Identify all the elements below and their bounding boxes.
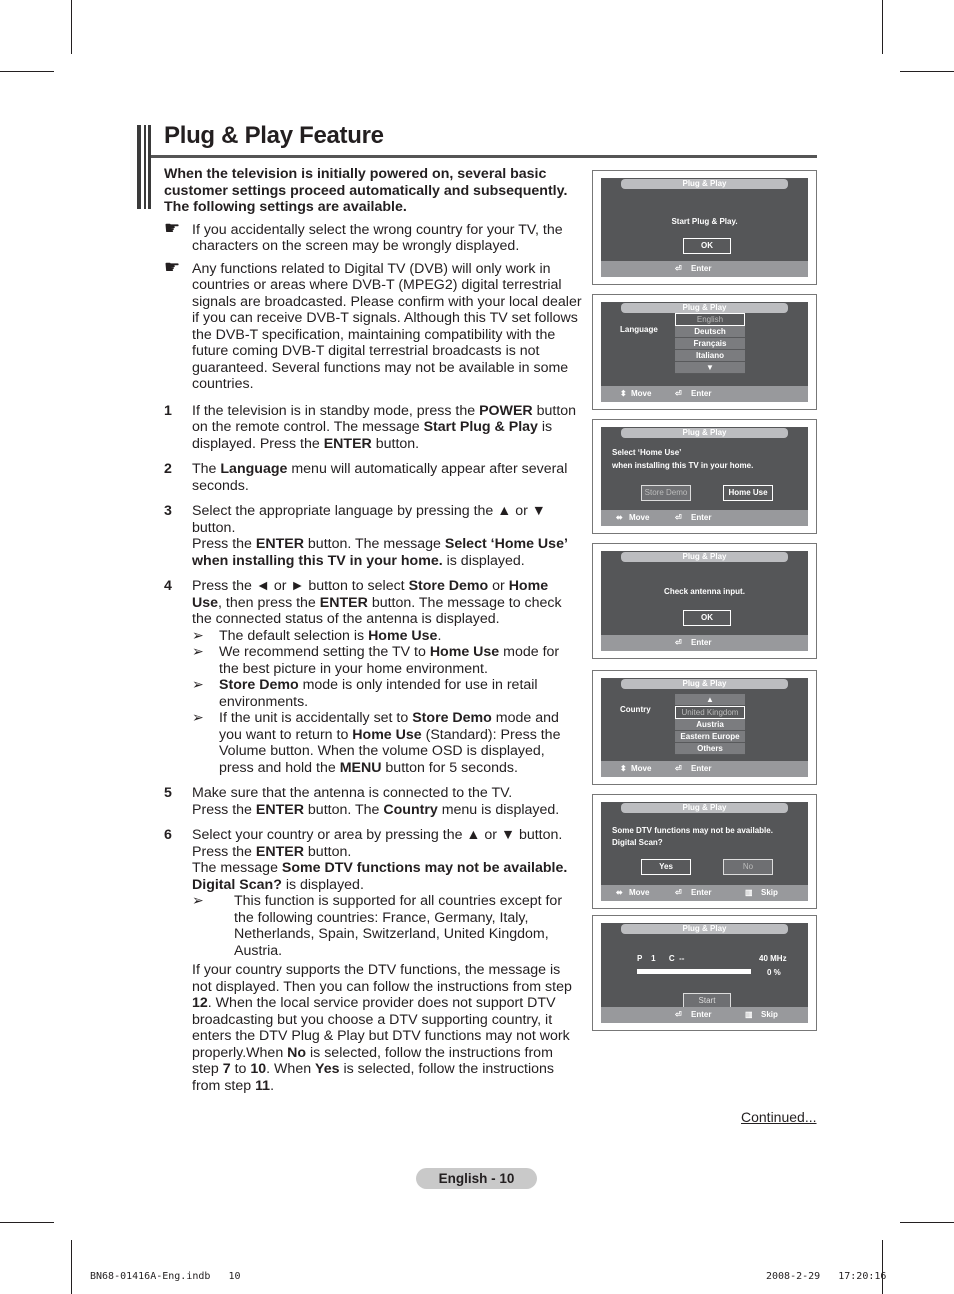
print-footer-right: 2008-2-29 17:20:16 <box>766 1271 887 1282</box>
pointing-hand-icon: ☛ <box>164 256 181 277</box>
sub-bold: Store Demo <box>412 710 492 726</box>
step-text: is displayed. Press the <box>192 419 553 452</box>
start-button[interactable]: Start <box>683 993 731 1009</box>
country-option[interactable]: Austria <box>675 719 745 731</box>
sub-text: mode and you want to return to <box>219 710 559 743</box>
osd-header: Plug & Play <box>621 924 788 934</box>
step-bold: Start Plug & Play <box>423 419 538 435</box>
para-text: is selected, follow the instructions from step <box>192 1044 553 1077</box>
step-text: Press the ◄ or ► button to select <box>192 578 409 594</box>
crop-mark <box>71 1240 72 1294</box>
note-text: Any functions related to Digital TV (DVB) will only work in countries or areas where DVB-T (MPEG2) digital terrestrial signals are broadcasted. Please confirm with your local dealer if you can receive DVB-T signals. Although this TV set follows the DVB-T specification, maintaining compatibility with the future coming DVB-T digital terrestrial broadcasts is not guaranteed. Several functions may not be available in some countries. <box>192 260 582 392</box>
sub-bold: Home Use <box>368 627 438 644</box>
osd-screen <box>601 802 808 901</box>
language-option[interactable]: Deutsch <box>675 326 745 338</box>
step-text: is displayed. <box>281 876 364 893</box>
step-text: If the television is in standby mode, press the <box>192 402 480 419</box>
crop-mark <box>0 71 54 72</box>
para-text: . <box>270 1077 275 1094</box>
osd-bottom-bar <box>601 386 808 402</box>
move-label: Move <box>631 389 652 398</box>
leftright-icon: ⬌ <box>616 513 623 522</box>
step-bold: POWER <box>479 402 533 419</box>
sub-bold: Home Use <box>352 726 422 743</box>
enter-label: Enter <box>691 513 712 522</box>
step-number: 6 <box>164 827 172 843</box>
step-6 <box>164 827 582 1094</box>
crop-mark <box>882 1240 883 1294</box>
step-2 <box>164 461 582 494</box>
move-label: Move <box>629 888 650 897</box>
osd-message: Start Plug & Play. <box>671 217 738 226</box>
para-text: to <box>230 1061 251 1077</box>
step-bold: Some DTV functions may not be available. Digital Scan? <box>192 860 568 893</box>
enter-icon: ⏎ <box>675 764 682 773</box>
skip-label: Skip <box>761 888 778 897</box>
enter-label: Enter <box>691 389 712 398</box>
step-bold: Select ‘Home Use’ when installing this TV in your home. <box>192 536 568 569</box>
osd-country <box>592 670 817 785</box>
step-bold: Country <box>383 801 438 818</box>
move-label: Move <box>629 513 650 522</box>
title-rule <box>151 155 817 158</box>
print-footer-left: BN68-01416A-Eng.indb 10 <box>90 1271 241 1282</box>
step-text: button. The <box>303 801 384 818</box>
sub-note <box>192 628 582 645</box>
updown-icon: ⬍ <box>620 764 627 773</box>
step-bold: ENTER <box>323 435 372 452</box>
step-text: menu is displayed. <box>437 801 560 818</box>
language-option[interactable]: Italiano <box>675 350 745 362</box>
ok-button[interactable]: OK <box>683 238 731 254</box>
step-number: 2 <box>164 461 172 477</box>
page-number-badge: English - 10 <box>416 1168 537 1189</box>
enter-icon: ⏎ <box>675 888 682 897</box>
sub-text: If the unit is accidentally set to <box>219 710 413 726</box>
title-accent-bar <box>137 125 151 209</box>
sub-note <box>192 710 582 776</box>
step-text: Press the <box>192 843 256 860</box>
osd-bottom-bar <box>601 261 808 277</box>
sub-note <box>192 677 582 710</box>
step-text: button on the remote control. The message <box>192 402 577 435</box>
enter-icon: ⏎ <box>675 1010 682 1019</box>
osd-header: Plug & Play <box>621 179 788 189</box>
title-accent-gap <box>146 125 148 209</box>
osd-screen <box>601 427 808 526</box>
leftright-icon: ⬌ <box>616 888 623 897</box>
store-demo-button[interactable]: Store Demo <box>641 485 691 501</box>
osd-scan-progress <box>592 915 817 1031</box>
country-option[interactable]: Others <box>675 743 745 755</box>
step-text: button. The message <box>303 536 445 552</box>
updown-icon: ⬍ <box>620 389 627 398</box>
para-text: . When the local service provider does not support DTV broadcasting but you choose a DTV supporting country, it enters the DTV Plug & Play but DTV functions may not work properly.When <box>192 995 570 1061</box>
step-text: menu will automatically appear after several seconds. <box>192 461 568 494</box>
country-option[interactable]: Eastern Europe <box>675 731 745 743</box>
arrow-bullet-icon: ➢ <box>192 627 204 644</box>
step-text: The <box>192 461 221 477</box>
step-number: 1 <box>164 402 172 419</box>
osd-message-line1: Some DTV functions may not be available. <box>612 826 773 835</box>
home-use-button[interactable]: Home Use <box>723 485 773 501</box>
step-text: Select your country or area by pressing the ▲ or ▼ button. <box>192 827 563 843</box>
step-bold: ENTER <box>255 843 304 860</box>
osd-screen <box>601 302 808 402</box>
para-bold: 10 <box>250 1061 267 1077</box>
step-text: button. <box>303 843 352 860</box>
step-3 <box>164 503 582 569</box>
skip-icon: ▥ <box>745 1010 753 1019</box>
osd-bottom-bar <box>601 635 808 651</box>
language-option-selected[interactable]: English <box>675 313 745 326</box>
title-accent-gap <box>141 125 144 209</box>
crop-mark <box>882 0 883 54</box>
enter-icon: ⏎ <box>675 513 682 522</box>
step-text: Make sure that the antenna is connected to the TV. <box>192 785 513 801</box>
step-text: Select the appropriate language by pressing the ▲ or ▼ button. <box>192 503 546 536</box>
osd-start-plug-play <box>592 170 817 285</box>
para-bold: Yes <box>315 1061 340 1077</box>
move-label: Move <box>631 764 652 773</box>
step-text: is displayed. <box>442 552 525 569</box>
para-bold: 11 <box>255 1077 271 1094</box>
osd-digital-scan <box>592 794 817 909</box>
osd-home-use <box>592 419 817 534</box>
osd-message-line2: when installing this TV in your home. <box>612 461 754 470</box>
osd-header: Plug & Play <box>621 303 788 313</box>
yes-button[interactable]: Yes <box>641 859 691 875</box>
step-text: Press the <box>192 536 256 552</box>
step-number: 4 <box>164 578 172 594</box>
osd-message-line2: Digital Scan? <box>612 838 663 847</box>
intro-paragraph: When the television is initially powered on, several basic customer settings proceed automatically and subsequently. The following settings are available. <box>164 166 568 215</box>
osd-screen <box>601 178 808 277</box>
crop-mark <box>900 1222 954 1223</box>
osd-language <box>592 294 817 410</box>
main-text-column <box>164 166 582 1103</box>
scroll-up-icon[interactable]: ▲ <box>675 694 745 706</box>
sub-text: (Standard): Press the Volume button. When the volume OSD is displayed, press and hold the <box>219 726 561 776</box>
sub-note <box>192 893 582 959</box>
sub-text: button for 5 seconds. <box>381 759 518 776</box>
step-6-paragraph <box>192 962 582 1094</box>
arrow-bullet-icon: ➢ <box>192 677 204 693</box>
arrow-bullet-icon: ➢ <box>192 644 204 660</box>
country-label: Country <box>620 705 651 714</box>
osd-bottom-bar <box>601 885 808 901</box>
enter-icon: ⏎ <box>675 638 682 647</box>
channel-readout: P 1 C -- <box>637 954 685 963</box>
osd-header: Plug & Play <box>621 552 788 562</box>
continued-link: Continued... <box>741 1109 817 1125</box>
crop-mark <box>900 71 954 72</box>
step-text: Press the <box>192 801 256 818</box>
country-list <box>675 694 745 755</box>
crop-mark <box>0 1222 54 1223</box>
step-text: button. The message to check the connected status of the antenna is displayed. <box>192 594 562 627</box>
sub-bold: Home Use <box>429 644 500 660</box>
sub-text: We recommend setting the TV to <box>219 644 430 660</box>
sub-note <box>192 644 582 677</box>
scroll-down-icon[interactable]: ▼ <box>675 362 745 374</box>
osd-message-line1: Select ‘Home Use’ <box>612 448 682 457</box>
step-bold: ENTER <box>255 536 304 552</box>
para-bold: 12 <box>192 995 208 1011</box>
arrow-bullet-icon: ➢ <box>192 710 204 726</box>
osd-header: Plug & Play <box>621 679 788 689</box>
country-option-selected[interactable]: United Kingdom <box>675 706 745 719</box>
para-text: . When <box>266 1061 316 1077</box>
osd-header: Plug & Play <box>621 428 788 438</box>
note-item <box>164 217 582 255</box>
enter-label: Enter <box>691 1010 712 1019</box>
sub-text: mode for the best picture in your home environment. <box>219 644 560 677</box>
note-item <box>164 256 582 393</box>
osd-bottom-bar <box>601 1007 808 1023</box>
step-text: The message <box>192 860 282 876</box>
osd-header: Plug & Play <box>621 803 788 813</box>
sub-bold: Store Demo <box>219 677 299 693</box>
enter-label: Enter <box>691 264 712 273</box>
enter-icon: ⏎ <box>675 389 682 398</box>
osd-screen <box>601 678 808 777</box>
skip-label: Skip <box>761 1010 778 1019</box>
language-option[interactable]: Français <box>675 338 745 350</box>
language-list <box>675 313 745 374</box>
osd-message: Check antenna input. <box>664 587 745 596</box>
osd-screen <box>601 923 808 1023</box>
para-bold: 7 <box>222 1061 231 1077</box>
step-number: 3 <box>164 503 172 519</box>
osd-bottom-bar <box>601 510 808 526</box>
para-bold: No <box>287 1044 307 1061</box>
step-bold: ENTER <box>255 801 304 818</box>
crop-mark <box>71 0 72 54</box>
enter-label: Enter <box>691 638 712 647</box>
osd-screen <box>601 551 808 651</box>
step-bold: Language <box>220 461 288 477</box>
sub-text: mode is only intended for use in retail environments. <box>219 677 538 710</box>
step-number: 5 <box>164 785 172 801</box>
sub-text: . <box>437 627 442 644</box>
scan-progress-bar <box>637 969 751 974</box>
sub-text: This function is supported for all countries except for the following countries: France, Germany, Italy, Netherlands, Spain, Switzerland, United Kingdom, Austria. <box>234 893 563 959</box>
no-button[interactable]: No <box>723 859 773 875</box>
note-text: If you accidentally select the wrong country for your TV, the characters on the screen may be wrongly displayed. <box>192 221 563 254</box>
progress-percent: 0 % <box>767 968 781 977</box>
para-text: If your country supports the DTV functions, the message is not displayed. Then you can follow the instructions from step <box>192 962 572 995</box>
step-bold: Store Demo <box>408 578 489 594</box>
step-bold: Home Use <box>192 578 549 611</box>
step-text: button. <box>371 435 420 452</box>
osd-antenna-check <box>592 543 817 659</box>
page-title: Plug & Play Feature <box>164 122 384 149</box>
ok-button[interactable]: OK <box>683 610 731 626</box>
arrow-bullet-icon: ➢ <box>192 893 204 909</box>
step-bold: ENTER <box>319 594 368 611</box>
skip-icon: ▥ <box>745 888 753 897</box>
osd-bottom-bar <box>601 761 808 777</box>
step-4 <box>164 578 582 776</box>
step-1 <box>164 403 582 453</box>
frequency-readout: 40 MHz <box>759 954 787 963</box>
enter-label: Enter <box>691 764 712 773</box>
sub-text: The default selection is <box>219 627 369 644</box>
step-text: , then press the <box>218 594 320 611</box>
step-text: or <box>488 578 509 594</box>
language-label: Language <box>620 325 658 334</box>
pointing-hand-icon: ☛ <box>164 217 181 238</box>
para-text: is selected, follow the instructions from step <box>192 1061 555 1094</box>
enter-label: Enter <box>691 888 712 897</box>
sub-bold: MENU <box>339 759 382 776</box>
step-5 <box>164 785 582 818</box>
enter-icon: ⏎ <box>675 264 682 273</box>
